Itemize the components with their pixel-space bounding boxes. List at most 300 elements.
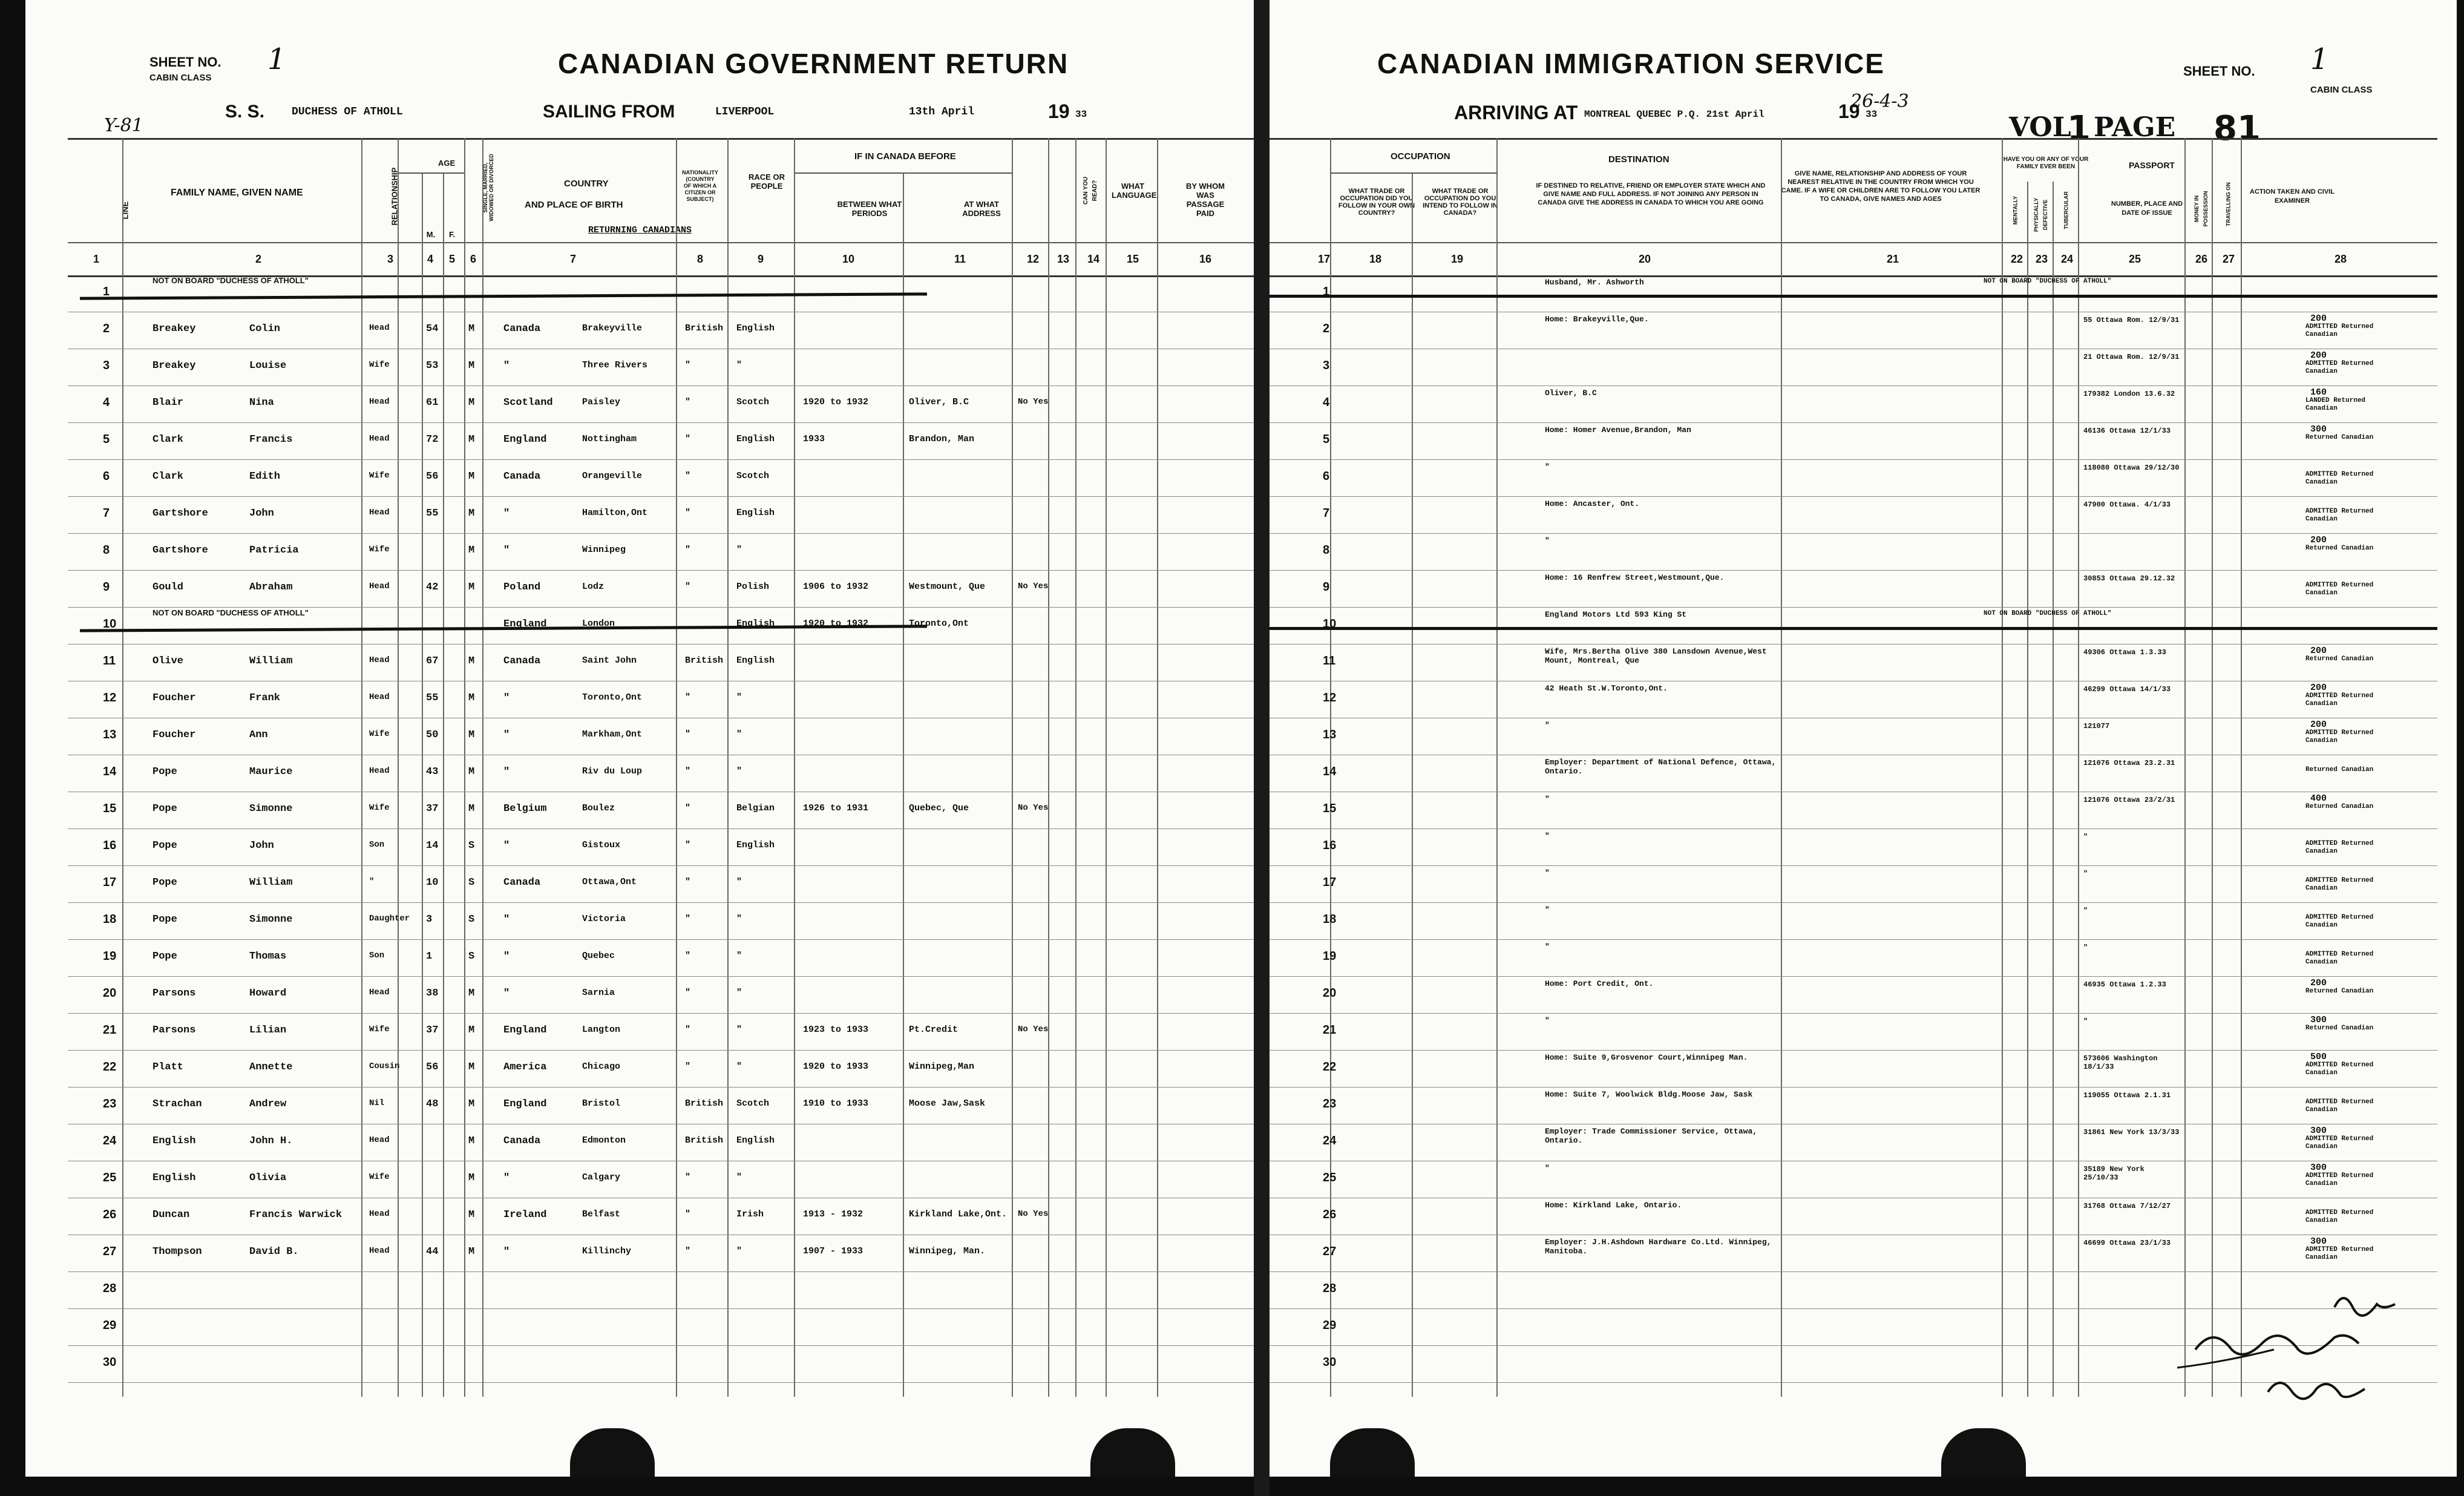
given-name: Ann [249,729,268,741]
race: Belgian [736,803,775,813]
relationship: Wife [369,1025,390,1034]
line-number: 22 [1323,1060,1337,1074]
sailing-from-label: SAILING FROM [543,102,675,122]
age: 55 [426,508,439,519]
line-number: 18 [103,913,117,926]
col-number: 16 [1199,253,1212,265]
relationship: Head [369,1246,390,1256]
line-number: 6 [103,470,110,483]
marital-status: M [468,692,475,704]
given-name: Howard [249,988,287,999]
country-of-birth: Canada [503,1135,541,1147]
money: 200 [2310,313,2327,324]
line-number: 23 [1323,1097,1337,1111]
given-name: William [249,877,293,888]
periods: 1933 [803,434,825,444]
col-number: 14 [1087,253,1100,265]
age: 48 [426,1098,439,1110]
given-name: Edith [249,471,281,482]
periods: 1906 to 1932 [803,582,869,592]
race: " [736,1061,742,1072]
family-name: Blair [152,397,184,408]
line-number: 9 [103,580,110,594]
destination: Employer: Trade Commissioner Service, Ottawa, Ontario. [1545,1127,1758,1145]
family-name: Clark [152,434,184,445]
place-of-birth: Orangeville [582,471,643,481]
col-number: 19 [1451,253,1464,265]
can-read: No Yes [1018,1025,1049,1034]
table-row [25,497,1254,534]
col-ticket: TRAVELLING ON [2225,182,2232,226]
action-taken: ADMITTED Returned Canadian [2305,1246,2374,1261]
race: English [736,1135,775,1146]
destination: " [1545,536,1550,545]
relationship: Wife [369,729,390,739]
relationship: Wife [369,1172,390,1182]
age: 38 [426,988,439,999]
place-of-birth: London [582,618,615,629]
given-name: Annette [249,1061,293,1073]
marital-status: M [468,323,475,335]
country-of-birth: Canada [503,323,541,335]
col-number: 1 [93,253,100,265]
given-name: Simonne [249,803,293,815]
passport: 119055 Ottawa 2.1.31 [2083,1091,2171,1100]
line-number: 24 [103,1134,117,1147]
race: Scotch [736,1098,770,1109]
age: 55 [426,692,439,704]
arriving-label: ARRIVING AT [1454,102,1578,123]
line-number: 14 [1323,765,1337,778]
country-of-birth: Canada [503,471,541,482]
country-of-birth: " [503,951,510,962]
table-row [1270,349,2457,386]
table-row [25,755,1254,792]
col-race: RACE OR PEOPLE [749,172,785,191]
passport: 46935 Ottawa 1.2.33 [2083,980,2166,989]
family-name: Platt [152,1061,184,1073]
action-taken: Returned Canadian [2305,545,2374,552]
place-of-birth: Three Rivers [582,360,648,370]
ss-label: S. S. [225,102,265,122]
line-number: 29 [103,1319,117,1332]
sheet-number-right: 1 [2310,42,2329,76]
arrival-year-suffix: 33 [1866,109,1878,120]
destination: Home: 16 Renfrew Street,Westmount,Que. [1545,573,1725,582]
table-row [1270,423,2457,460]
col-language: WHAT LANGUAGE [1112,182,1157,200]
action-taken: ADMITTED Returned Canadian [2305,1061,2374,1077]
country-of-birth: " [503,840,510,851]
action-taken: ADMITTED Returned Canadian [2305,323,2374,338]
table-row [1270,1235,2457,1272]
country-of-birth: America [503,1061,547,1073]
passport: 47900 Ottawa. 4/1/33 [2083,500,2171,509]
table-row [25,903,1254,940]
passport: 30853 Ottawa 29.12.32 [2083,574,2175,583]
nationality: " [685,1061,691,1072]
marital-status: M [468,582,475,593]
marital-status: S [468,914,475,925]
line-number: 29 [1323,1319,1337,1332]
page-title-right: CANADIAN IMMIGRATION SERVICE [1377,48,1885,79]
table-row [1270,866,2457,903]
action-taken: Returned Canadian [2305,766,2374,773]
given-name: Frank [249,692,281,704]
marital-status: M [468,1098,475,1110]
marital-status: M [468,1246,475,1258]
country-of-birth: Belgium [503,803,547,815]
family-name: English [152,1135,196,1147]
col-occupation: OCCUPATION [1391,151,1450,162]
family-name: Clark [152,471,184,482]
returning-canadians: RETURNING CANADIANS [588,225,692,235]
age: 67 [426,655,439,667]
country-of-birth: " [503,729,510,741]
family-name: Olive [152,655,184,667]
age: 54 [426,323,439,335]
money: 300 [2310,1163,2327,1173]
marital-status: M [468,360,475,372]
destination: Husband, Mr. Ashworth [1545,278,1644,287]
col-number: 26 [2195,253,2208,265]
table-row [1270,534,2457,571]
marital-status: M [468,1172,475,1184]
line-number: 2 [103,322,110,335]
strike-through-line [1270,295,2437,298]
age: 37 [426,1025,439,1036]
race: " [736,545,742,555]
destination: 42 Heath St.W.Toronto,Ont. [1545,684,1668,693]
place-of-birth: Chicago [582,1061,621,1072]
family-name: Gartshore [152,545,208,556]
nationality: " [685,545,691,555]
can-read: No Yes [1018,803,1049,813]
marital-status: M [468,434,475,445]
marital-status: M [468,729,475,741]
margin-note: Y-81 [104,115,143,136]
line-number: 23 [103,1097,117,1111]
action-taken: ADMITTED Returned Canadian [2305,360,2374,375]
relationship: Head [369,692,390,702]
race: " [736,766,742,776]
money: 200 [2310,350,2327,361]
nationality: " [685,397,691,407]
place-of-birth: Edmonton [582,1135,626,1146]
address: Oliver, B.C [909,397,969,407]
money: 300 [2310,1236,2327,1247]
nationality: " [685,508,691,518]
left-page [25,0,1254,1477]
vol-number: 1 [2067,109,2091,148]
age: 10 [426,877,439,888]
table-row [1270,386,2457,423]
destination: Oliver, B.C [1545,389,1597,398]
race: English [736,323,775,333]
col-nationality: NATIONALITY (COUNTRY OF WHICH A CITIZEN OR SUBJECT) [682,169,718,202]
race: English [736,840,775,850]
not-on-board-stamp: NOT ON BOARD "DUCHESS OF ATHOLL" [152,608,309,617]
place-of-birth: Gistoux [582,840,621,850]
line-number: 8 [1323,543,1330,557]
country-of-birth: Ireland [503,1209,547,1221]
cabin-class-label: CABIN CLASS [149,73,212,83]
table-row [25,386,1254,423]
money: 160 [2310,387,2327,398]
table-row [25,940,1254,977]
destination: " [1545,868,1550,878]
col-tubercular: TUBERCULAR [2063,191,2069,229]
money: 200 [2310,978,2327,988]
page-number: 81 [2213,109,2261,148]
family-name: English [152,1172,196,1184]
col-age-f: F. [448,230,456,239]
money: 300 [2310,1126,2327,1136]
col-number: 9 [758,253,764,265]
relationship: Head [369,988,390,997]
given-name: John H. [249,1135,293,1147]
given-name: Louise [249,360,287,372]
family-name: Parsons [152,988,196,999]
line-number: 17 [103,876,117,889]
line-number: 12 [103,691,117,704]
passport: NOT ON BOARD "DUCHESS OF ATHOLL" [1984,278,2112,285]
place-of-birth: Victoria [582,914,626,924]
given-name: Colin [249,323,281,335]
race: " [736,951,742,961]
race: " [736,360,742,370]
line-number: 24 [1323,1134,1337,1147]
table-row [1270,792,2457,829]
passport: 31768 Ottawa 7/12/27 [2083,1202,2171,1210]
destination: " [1545,1016,1550,1025]
passport: NOT ON BOARD "DUCHESS OF ATHOLL" [1984,610,2112,617]
action-taken: ADMITTED Returned Canadian [2305,582,2374,597]
nationality: " [685,951,691,961]
action-taken: LANDED Returned Canadian [2305,397,2366,412]
passport: " [2083,907,2088,915]
race: " [736,729,742,740]
family-name: Pope [152,877,177,888]
race: " [736,1025,742,1035]
can-read: No Yes [1018,582,1049,591]
destination: " [1545,832,1550,841]
age: 43 [426,766,439,778]
destination: " [1545,795,1550,804]
table-row [25,792,1254,829]
address: Moose Jaw,Sask [909,1098,986,1109]
age: 44 [426,1246,439,1258]
address: Toronto,Ont [909,618,969,629]
line-number: 9 [1323,580,1330,594]
race: " [736,1246,742,1256]
table-row [25,534,1254,571]
family-name: Duncan [152,1209,190,1221]
money: 200 [2310,646,2327,656]
action-taken: ADMITTED Returned Canadian [2305,877,2374,892]
place-of-birth: Ottawa,Ont [582,877,637,887]
book-gutter [1254,0,1270,1496]
table-row [1270,1088,2457,1124]
age: 72 [426,434,439,445]
age: 42 [426,582,439,593]
passport: 55 Ottawa Rom. 12/9/31 [2083,316,2180,324]
given-name: Lilian [249,1025,287,1036]
line-number: 3 [1323,359,1330,372]
col-number: 18 [1369,253,1382,265]
nationality: " [685,766,691,776]
relationship: Wife [369,471,390,481]
line-number: 7 [1323,507,1330,520]
col-number: 3 [387,253,394,265]
action-taken: ADMITTED Returned Canadian [2305,471,2374,486]
relationship: Head [369,582,390,591]
cabin-class-label-right: CABIN CLASS [2310,85,2373,95]
passport: 46136 Ottawa 12/1/33 [2083,427,2171,435]
col-mentally: MENTALLY [2012,195,2019,225]
place-of-birth: Riv du Loup [582,766,643,776]
country-of-birth: " [503,545,510,556]
examiner-signatures [2171,1283,2401,1422]
country-of-birth: Canada [503,655,541,667]
marital-status: S [468,951,475,962]
relationship: Son [369,951,385,960]
col-passport: PASSPORT [2129,160,2175,170]
relationship: Son [369,840,385,850]
given-name: Simonne [249,914,293,925]
race: Scotch [736,397,770,407]
table-row [1270,718,2457,755]
passport: " [2083,943,2088,952]
strike-through-line [80,292,927,300]
money: 500 [2310,1052,2327,1062]
destination: Employer: Department of National Defence, Ottawa, Ontario. [1545,758,1777,776]
col-relative: GIVE NAME, RELATIONSHIP AND ADDRESS OF YOUR NEAREST RELATIVE IN THE COUNTRY FROM WHICH YOU CAME. IF A WIFE OR CHILDREN ARE TO FOLLOW YOU LATER TO CANADA, GIVE NAMES AND AGES [1781,170,1981,203]
action-taken: ADMITTED Returned Canadian [2305,692,2374,707]
line-number: 28 [103,1282,117,1295]
destination: England Motors Ltd 593 King St [1545,610,1687,619]
col-age: AGE [438,159,456,168]
place-of-birth: Toronto,Ont [582,692,643,703]
country-of-birth: Scotland [503,397,553,408]
age: 3 [426,914,433,925]
race: English [736,655,775,666]
col-number: 5 [449,253,456,265]
line-number: 7 [103,507,110,520]
nationality: " [685,1209,691,1219]
col-destination: DESTINATION [1608,154,1669,165]
marital-status: M [468,988,475,999]
table-row [1270,903,2457,940]
col-ever-been: HAVE YOU OR ANY OF YOUR FAMILY EVER BEEN [2003,156,2089,170]
money: 300 [2310,1015,2327,1025]
relationship: Nil [369,1098,385,1108]
relationship: " [369,877,375,887]
col-number: 11 [954,253,966,265]
given-name: Francis [249,434,293,445]
passport: 46299 Ottawa 14/1/33 [2083,685,2171,694]
passport: 49306 Ottawa 1.3.33 [2083,648,2166,657]
place-of-birth: Killinchy [582,1246,632,1256]
marital-status: S [468,840,475,851]
nationality: British [685,1135,724,1146]
relationship: Wife [369,545,390,554]
given-name: Maurice [249,766,293,778]
col-number: 24 [2061,253,2074,265]
destination: " [1545,1164,1550,1173]
col-number: 6 [470,253,477,265]
action-taken: ADMITTED Returned Canadian [2305,840,2374,855]
line-number: 21 [1323,1023,1337,1037]
col-number: 25 [2129,253,2141,265]
action-taken: Returned Canadian [2305,1025,2374,1032]
col-number: 21 [1887,253,1899,265]
col-family-name: FAMILY NAME, GIVEN NAME [171,188,303,198]
line-number: 20 [103,986,117,1000]
col-occ-intend: WHAT TRADE OR OCCUPATION DO YOU INTEND TO FOLLOW IN CANADA? [1423,188,1498,217]
destination: Home: Port Credit, Ont. [1545,979,1654,988]
given-name: John [249,508,274,519]
line-number: 27 [1323,1245,1337,1258]
destination: Home: Kirkland Lake, Ontario. [1545,1201,1682,1210]
nationality: " [685,434,691,444]
col-can-read: CAN YOU READ? [1083,177,1098,205]
line-number: 12 [1323,691,1337,704]
col-money: MONEY IN POSSESSION [2194,191,2209,227]
country-of-birth: England [503,1025,547,1036]
destination: Home: Ancaster, Ont. [1545,499,1640,508]
passport: 31861 New York 13/3/33 [2083,1128,2180,1137]
race: Scotch [736,471,770,481]
page-label: PAGE [2094,112,2176,143]
periods: 1910 to 1933 [803,1098,869,1109]
table-row [25,1124,1254,1161]
vol-label: VOL [2009,112,2071,143]
country-of-birth: " [503,508,510,519]
line-number: 25 [103,1171,117,1184]
marital-status: M [468,397,475,408]
country-of-birth: " [503,988,510,999]
table-row [25,1051,1254,1088]
place-of-birth: Sarnia [582,988,615,998]
col-dest-text: IF DESTINED TO RELATIVE, FRIEND OR EMPLOYER STATE WHICH AND GIVE NAME AND FULL ADDRESS. IF NOT JOINING ANY PERSON IN CANADA GIVE THE ADDRESS IN CANADA TO WHICH YOU ARE GOING [1536,182,1766,206]
country-of-birth: Canada [503,877,541,888]
arrival-place: MONTREAL QUEBEC P.Q. 21st April [1584,109,1764,120]
col-number: 27 [2223,253,2235,265]
money: 200 [2310,720,2327,730]
marital-status: M [468,1135,475,1147]
destination: " [1545,905,1550,914]
passport: 179382 London 13.6.32 [2083,390,2175,398]
table-row [25,1235,1254,1272]
relationship: Daughter [369,914,410,924]
family-name: Thompson [152,1246,202,1258]
table-row [25,829,1254,866]
line-number: 1 [1323,285,1330,298]
table-row [1270,312,2457,349]
family-name: Strachan [152,1098,202,1110]
relationship: Head [369,766,390,776]
place-of-birth: Winnipeg [582,545,626,555]
line-number: 4 [103,396,110,409]
action-taken: ADMITTED Returned Canadian [2305,508,2374,523]
line-number: 15 [103,802,117,815]
table-row [1270,681,2457,718]
col-number: 7 [570,253,577,265]
family-name: Pope [152,951,177,962]
nationality: " [685,914,691,924]
family-name: Breakey [152,360,196,372]
